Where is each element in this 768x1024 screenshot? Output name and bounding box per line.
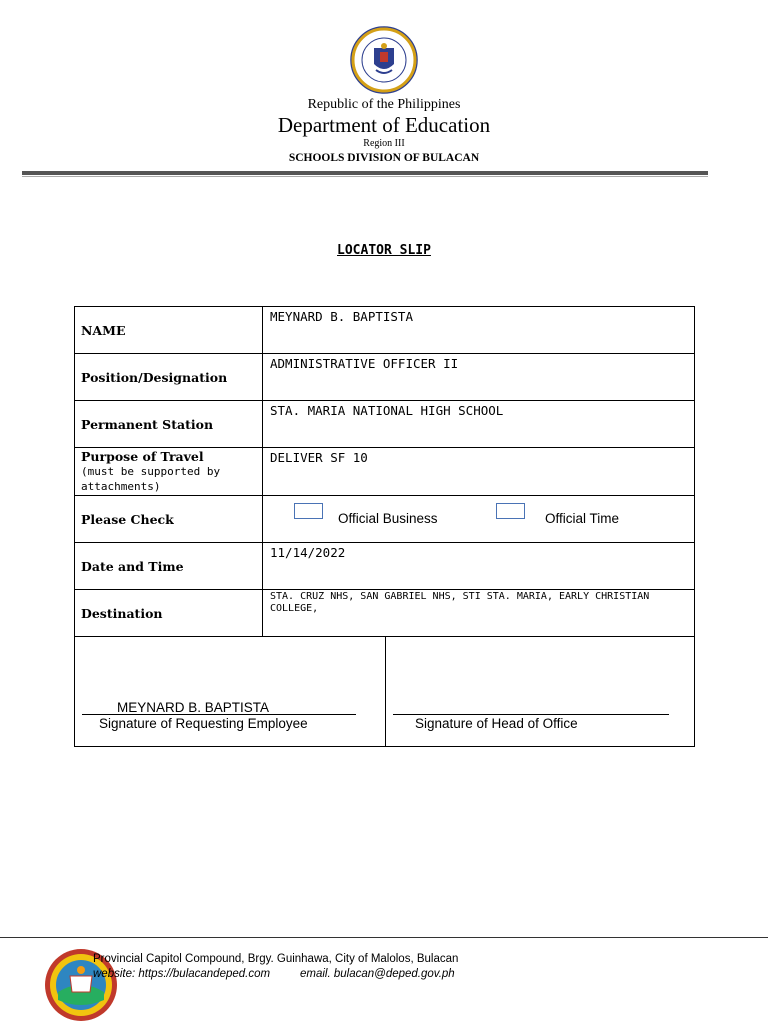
- department-title: Department of Education: [277, 113, 491, 137]
- destination-value[interactable]: STA. CRUZ NHS, SAN GABRIEL NHS, STI STA. MARIA, EARLY CHRISTIAN COLLEGE,: [263, 590, 695, 637]
- official-business-label: Official Business: [338, 511, 438, 526]
- row-date: [75, 543, 695, 590]
- row-destination: [75, 590, 695, 637]
- purpose-note: (must be supported by attachments): [81, 465, 221, 493]
- purpose-value[interactable]: DELIVER SF 10: [263, 448, 695, 496]
- footer-rule: [0, 937, 768, 938]
- date-label: Date and Time: [75, 543, 263, 590]
- name-value[interactable]: MEYNARD B. BAPTISTA: [263, 307, 695, 354]
- station-value[interactable]: STA. MARIA NATIONAL HIGH SCHOOL: [263, 401, 695, 448]
- check-label: Please Check: [75, 496, 263, 543]
- footer-email[interactable]: email. bulacan@deped.gov.ph: [300, 968, 455, 980]
- employee-name: MEYNARD B. BAPTISTA: [117, 700, 270, 715]
- row-purpose: [75, 448, 695, 496]
- employee-signature-cell: [75, 637, 386, 747]
- row-position: [75, 354, 695, 401]
- footer-website[interactable]: website: https://bulacandeped.com: [93, 968, 271, 980]
- head-signature-caption: Signature of Head of Office: [415, 716, 578, 731]
- employee-signature-caption: Signature of Requesting Employee: [99, 716, 308, 731]
- signature-table: [74, 636, 695, 747]
- employee-signature-line[interactable]: [82, 714, 356, 715]
- official-time-checkbox[interactable]: [496, 503, 525, 519]
- republic-line: Republic of the Philippines: [307, 97, 461, 112]
- station-label: Permanent Station: [75, 401, 263, 448]
- locator-slip-table: [74, 306, 695, 637]
- deped-seal-logo: [350, 26, 418, 94]
- row-station: [75, 401, 695, 448]
- head-signature-cell: [386, 637, 695, 747]
- row-name: [75, 307, 695, 354]
- official-business-checkbox[interactable]: [294, 503, 323, 519]
- header-rule: [22, 171, 708, 175]
- date-value[interactable]: 11/14/2022: [263, 543, 695, 590]
- division-line: SCHOOLS DIVISION OF BULACAN: [288, 152, 480, 164]
- document-title: LOCATOR SLIP: [337, 243, 431, 258]
- purpose-label-cell: [75, 448, 263, 496]
- check-options-cell: [263, 496, 695, 543]
- region-line: Region III: [363, 138, 405, 149]
- purpose-label: Purpose of Travel: [81, 449, 204, 464]
- name-label: NAME: [75, 307, 263, 354]
- position-value[interactable]: ADMINISTRATIVE OFFICER II: [263, 354, 695, 401]
- destination-label: Destination: [75, 590, 263, 637]
- head-signature-line[interactable]: [393, 714, 669, 715]
- official-time-label: Official Time: [545, 511, 620, 526]
- row-check: [75, 496, 695, 543]
- footer-address: Provincial Capitol Compound, Brgy. Guinhawa, City of Malolos, Bulacan: [93, 953, 459, 965]
- header-rule-shadow: [22, 176, 708, 177]
- position-label: Position/Designation: [75, 354, 263, 401]
